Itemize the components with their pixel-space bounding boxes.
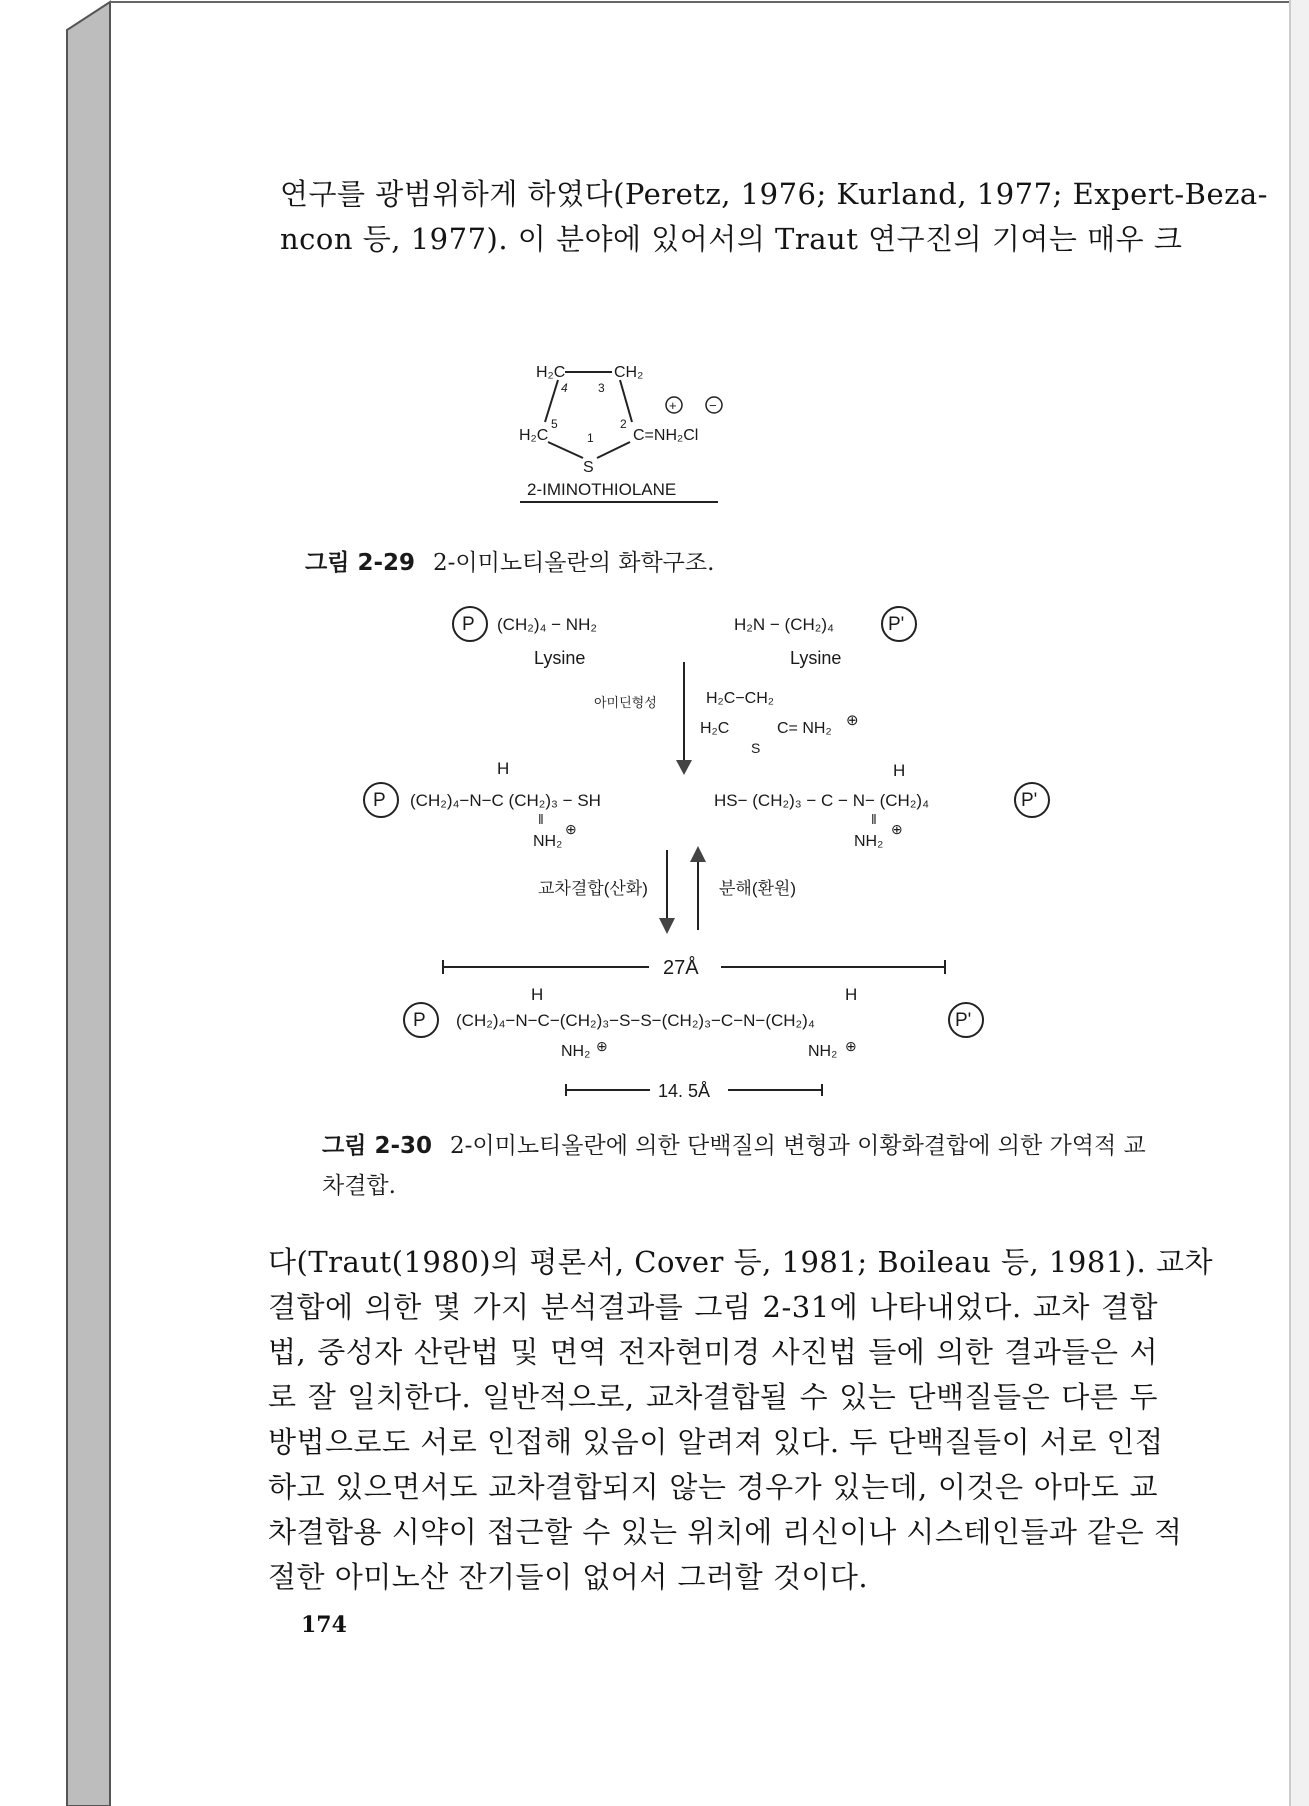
iminothiolane-structure — [519, 364, 722, 502]
ring-imine-chloride: C=NH₂Cl — [633, 427, 699, 444]
protein-p-prime: P' — [955, 1010, 972, 1031]
amidinated-left-chain: (CH₂)₄−N−C (CH₂)₃ − SH — [410, 791, 601, 810]
ring-number: 2 — [620, 417, 627, 431]
nh2-right: NH₂ — [808, 1043, 838, 1060]
reagent-left: H₂C — [700, 720, 730, 737]
ring-sulfur: S — [583, 459, 594, 476]
compound-name: 2-IMINOTHIOLANE — [527, 480, 677, 499]
protein-p: P — [413, 1010, 426, 1031]
ring-number: 1 — [587, 431, 594, 445]
crosslink-label: 교차결합(산화) — [538, 879, 648, 898]
text-line: ncon 등, 1977). 이 분야에 있어서의 Traut 연구진의 기여는 매우 크 — [280, 222, 1183, 256]
amidine-h: H — [893, 761, 906, 780]
ring-h2c-top: H₂C — [536, 364, 566, 381]
text-line: 법, 중성자 산란법 및 면역 전자현미경 사진법 들에 의한 결과들은 서 — [268, 1335, 1158, 1369]
caption-text: 2-이미노티올란의 화학구조. — [433, 550, 715, 576]
reagent-top: H₂C−CH₂ — [706, 690, 774, 707]
reagent-charge: ⊕ — [846, 712, 859, 729]
text-line: 하고 있으면서도 교차결합되지 않는 경우가 있는데, 이것은 아마도 교 — [268, 1470, 1158, 1504]
page-number: 174 — [301, 1612, 347, 1638]
lysine-right-group: H₂N − (CH₂)₄ — [734, 615, 834, 634]
amidine-h: H — [845, 985, 858, 1004]
charge-right: ⊕ — [845, 1038, 857, 1054]
ring-ch2-top: CH₂ — [614, 364, 644, 381]
protein-p-prime: P' — [888, 614, 905, 635]
ring-number: 3 — [598, 381, 605, 395]
bottom-paragraph — [268, 1240, 1214, 1600]
ring-number: 5 — [551, 417, 558, 431]
cleavage-label: 분해(환원) — [719, 879, 797, 898]
text-line: 다(Traut(1980)의 평론서, Cover 등, 1981; Boileau 등, 1981). 교차 — [268, 1245, 1214, 1279]
lysine-right-label: Lysine — [790, 648, 842, 668]
protein-p-prime: P' — [1021, 790, 1038, 811]
caption-text: 2-이미노티올란에 의한 단백질의 변형과 이황화결합에 의한 가역적 교차결합. — [322, 1133, 1146, 1199]
protein-p: P — [373, 790, 386, 811]
text-line: 방법으로도 서로 인접해 있음이 알려져 있다. 두 단백질들이 서로 인접 — [268, 1425, 1164, 1459]
reagent-imine: C= NH₂ — [777, 720, 832, 737]
lysine-left-group: (CH₂)₄ − NH₂ — [497, 615, 597, 634]
protein-p: P — [462, 614, 475, 635]
figure-2-29-caption — [305, 544, 714, 577]
charge-right: ⊕ — [891, 821, 903, 837]
text-line: 절한 아미노산 잔기들이 없어서 그러할 것이다. — [268, 1560, 869, 1594]
nh2-right: NH₂ — [854, 833, 884, 850]
crosslinking-scheme — [364, 607, 1049, 1101]
plus-charge: + — [669, 398, 677, 413]
nh2-left: NH₂ — [533, 833, 563, 850]
ring-number: 4 — [561, 381, 568, 395]
minus-charge: − — [709, 398, 717, 413]
ring-h2c-left: H₂C — [519, 427, 549, 444]
distance-27a: 27Å — [663, 957, 699, 979]
amidinated-right-chain: HS− (CH₂)₃ − C − N− (CH₂)₄ — [714, 791, 930, 810]
amidine-h: H — [531, 985, 544, 1004]
nh2-left: NH₂ — [561, 1043, 591, 1060]
reagent-sulfur: S — [751, 740, 761, 756]
text-line: 로 잘 일치한다. 일반적으로, 교차결합될 수 있는 단백질들은 다른 두 — [268, 1380, 1158, 1414]
figure-2-30-caption — [322, 1126, 1152, 1206]
amidine-h: H — [497, 759, 510, 778]
double-bond: ‖ — [538, 811, 544, 827]
charge-left: ⊕ — [596, 1038, 608, 1054]
amidination-label: 아미딘형성 — [594, 695, 657, 710]
figure-label: 그림 2-29 — [305, 550, 415, 576]
text-line: 연구를 광범위하게 하였다(Peretz, 1976; Kurland, 1977; Expert-Beza- — [280, 177, 1268, 211]
figure-label: 그림 2-30 — [322, 1133, 432, 1159]
double-bond: ‖ — [871, 811, 877, 827]
charge-left: ⊕ — [565, 821, 577, 837]
text-line: 차결합용 시약이 접근할 수 있는 위치에 리신이나 시스테인들과 같은 적 — [268, 1515, 1183, 1549]
distance-14-5a: 14. 5Å — [658, 1081, 711, 1101]
text-line: 결합에 의한 몇 가지 분석결과를 그림 2-31에 나타내었다. 교차 결합 — [268, 1290, 1158, 1324]
lysine-left-label: Lysine — [534, 648, 586, 668]
crosslinked-chain: (CH₂)₄−N−C−(CH₂)₃−S−S−(CH₂)₃−C−N−(CH₂)₄ — [456, 1011, 815, 1030]
